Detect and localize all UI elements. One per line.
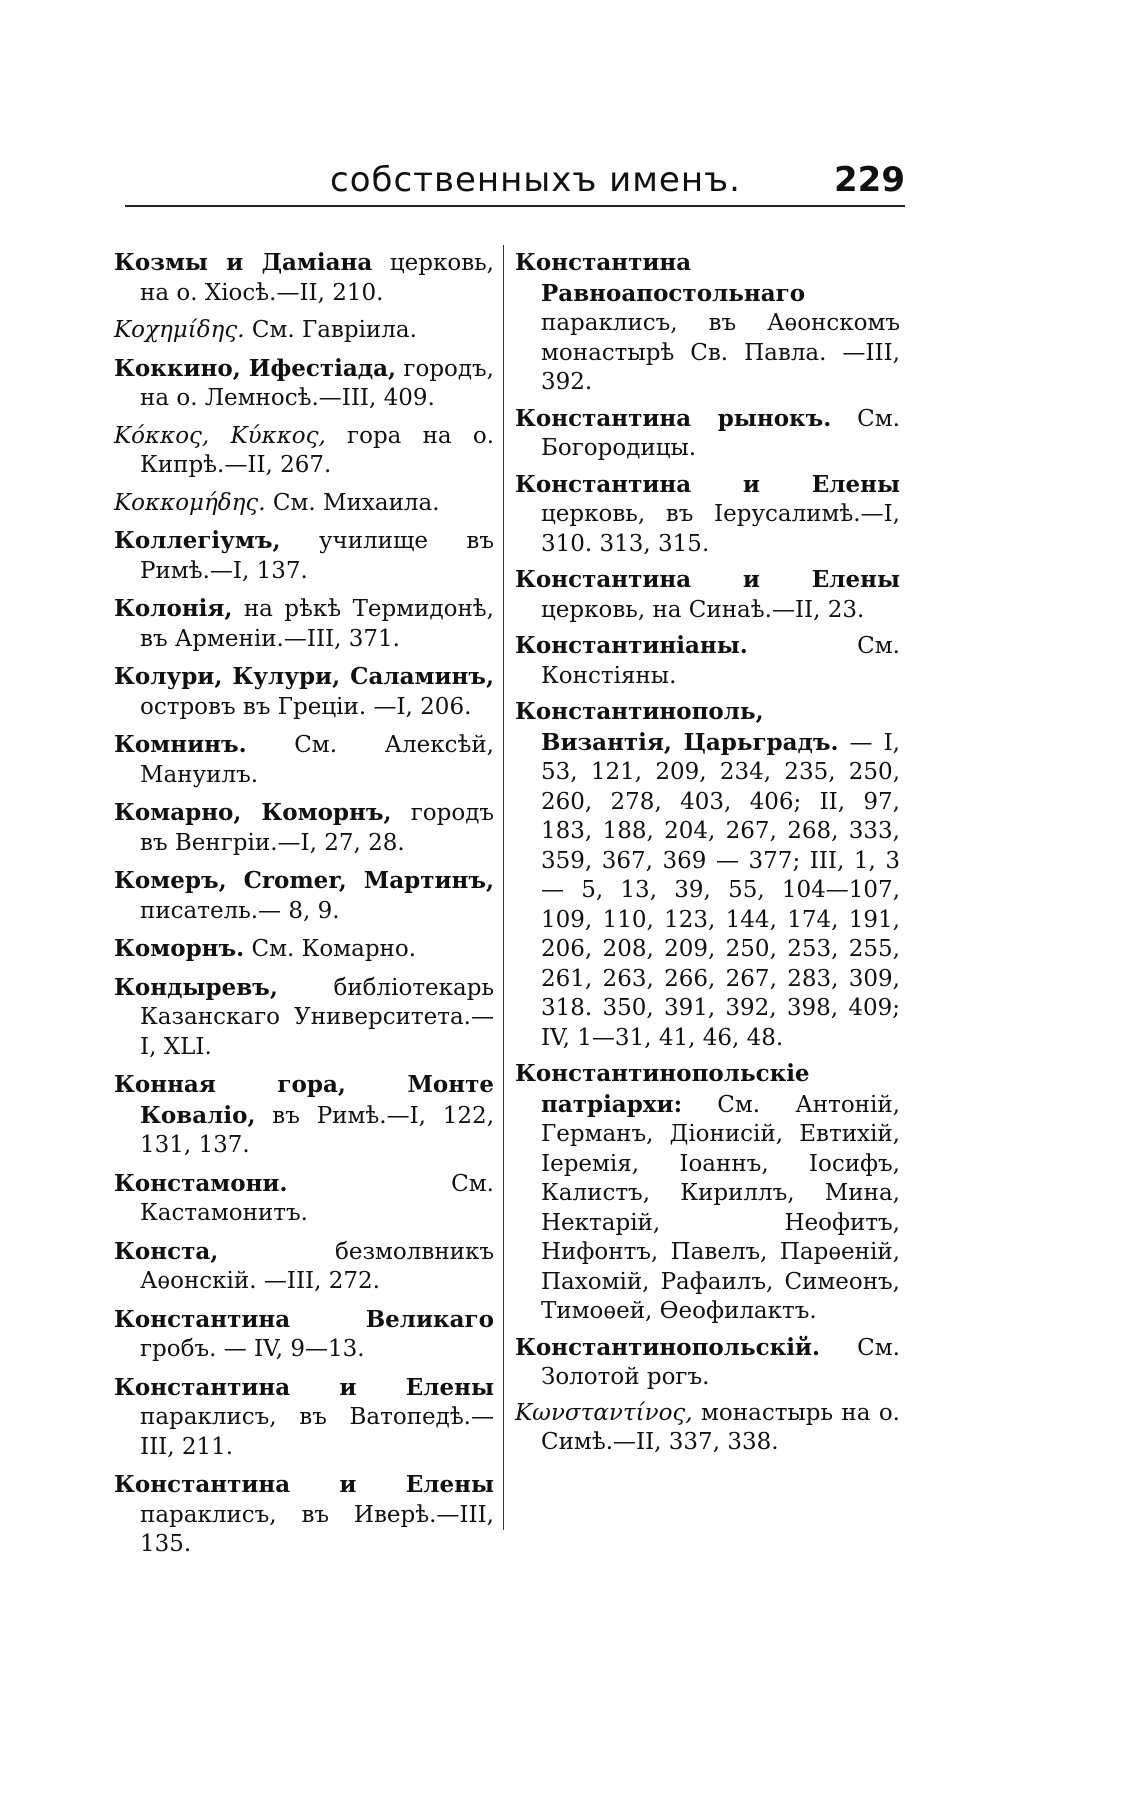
index-entry: Коккино, Ифестіада, городъ, на о. Лемносѣ.—III, 409. xyxy=(114,354,494,411)
index-entry: Константинопольскіе патріархи: См. Антоній, Германъ, Діонисій, Евтихій, Іеремія, Іоаннъ, Іосифъ, Калистъ, Кириллъ, Мина, Нектарій, Неофитъ, Нифонтъ, Павелъ, Парѳеній, Пахомій, Рафаилъ, Симеонъ, Тимоѳей, Ѳеофилактъ. xyxy=(515,1060,900,1324)
left-column xyxy=(114,248,494,1568)
index-entry: Конста, безмолвникъ Аѳонскій. —III, 272. xyxy=(114,1237,494,1294)
index-entry: Константина Великаго гробъ. — IV, 9—13. xyxy=(114,1305,494,1362)
page-number: 229 xyxy=(834,160,905,200)
index-entry: Константина Равноапостольнаго параклисъ, въ Аѳонскомъ монастырѣ Св. Павла. —III, 392. xyxy=(515,249,900,395)
index-entry: Константина и Елены параклисъ, въ Ватопедѣ.—III, 211. xyxy=(114,1373,494,1460)
running-header xyxy=(125,160,905,210)
index-entry: Константинополь, Византія, Царьградъ. — I, 53, 121, 209, 234, 235, 250, 260, 278, 403, 406; II, 97, 183, 188, 204, 267, 268, 333, 359, 367, 369 — 377; III, 1, 3 — 5, 13, 39, 55, 104—107, 109, 110, 123, 144, 174, 191, 206, 208, 209, 250, 253, 255, 261, 263, 266, 267, 283, 309, 318. 350, 391, 392, 398, 409; IV, 1—31, 41, 46, 48. xyxy=(515,698,900,1051)
index-entry: Константина рынокъ. См. Богородицы. xyxy=(515,404,900,461)
header-rule xyxy=(125,205,905,207)
index-entry: Константинопольскій. См. Золотой рогъ. xyxy=(515,1333,900,1390)
index-entry: Колури, Кулури, Саламинъ, островъ въ Греціи. —I, 206. xyxy=(114,663,494,720)
index-entry: Козмы и Даміана церковь, на о. Хіосѣ.—II, 210. xyxy=(114,249,494,306)
index-entry: Комеръ, Cromer, Мартинъ, писатель.— 8, 9. xyxy=(114,867,494,924)
index-entry: Константина и Елены параклисъ, въ Иверѣ.—III, 135. xyxy=(114,1471,494,1557)
right-column xyxy=(515,248,900,1464)
index-entry: Константиніаны. См. Констіяны. xyxy=(515,632,900,689)
index-entry: Коморнъ. См. Комарно. xyxy=(114,935,417,962)
index-entry: Константина и Елены церковь, въ Іерусалимѣ.—I, 310. 313, 315. xyxy=(515,470,900,557)
index-entry: Конная гора, Монте Коваліо, въ Римѣ.—I, 122, 131, 137. xyxy=(114,1071,494,1158)
index-entry: Κωνσταντίνος, монастырь на о. Симѣ.—II, 337, 338. xyxy=(515,1399,900,1455)
index-entry: Константина и Елены церковь, на Синаѣ.—II, 23. xyxy=(515,566,900,623)
index-entry: Κοκκομήδης. См. Михаила. xyxy=(114,489,440,516)
index-entry: Κόκκος, Κύκκος, гора на о. Кипрѣ.—II, 267. xyxy=(114,422,495,478)
index-entry: Констамони. См. Кастамонитъ. xyxy=(114,1169,494,1226)
index-entry: Κοχημίδης. См. Гавріила. xyxy=(114,317,417,343)
index-entry: Комнинъ. См. Алексѣй, Мануилъ. xyxy=(114,731,494,788)
index-entry: Кондыревъ, библіотекарь Казанскаго Университета.—I, XLI. xyxy=(114,973,494,1060)
index-entry: Коллегіумъ, училище въ Римѣ.—I, 137. xyxy=(114,527,494,584)
running-title: собственныхъ именъ. xyxy=(330,160,741,200)
column-divider xyxy=(503,245,504,1530)
index-entry: Колонія, на рѣкѣ Термидонѣ, въ Арменіи.—III, 371. xyxy=(114,595,494,652)
index-entry: Комарно, Коморнъ, городъ въ Венгріи.—I, 27, 28. xyxy=(114,799,494,856)
